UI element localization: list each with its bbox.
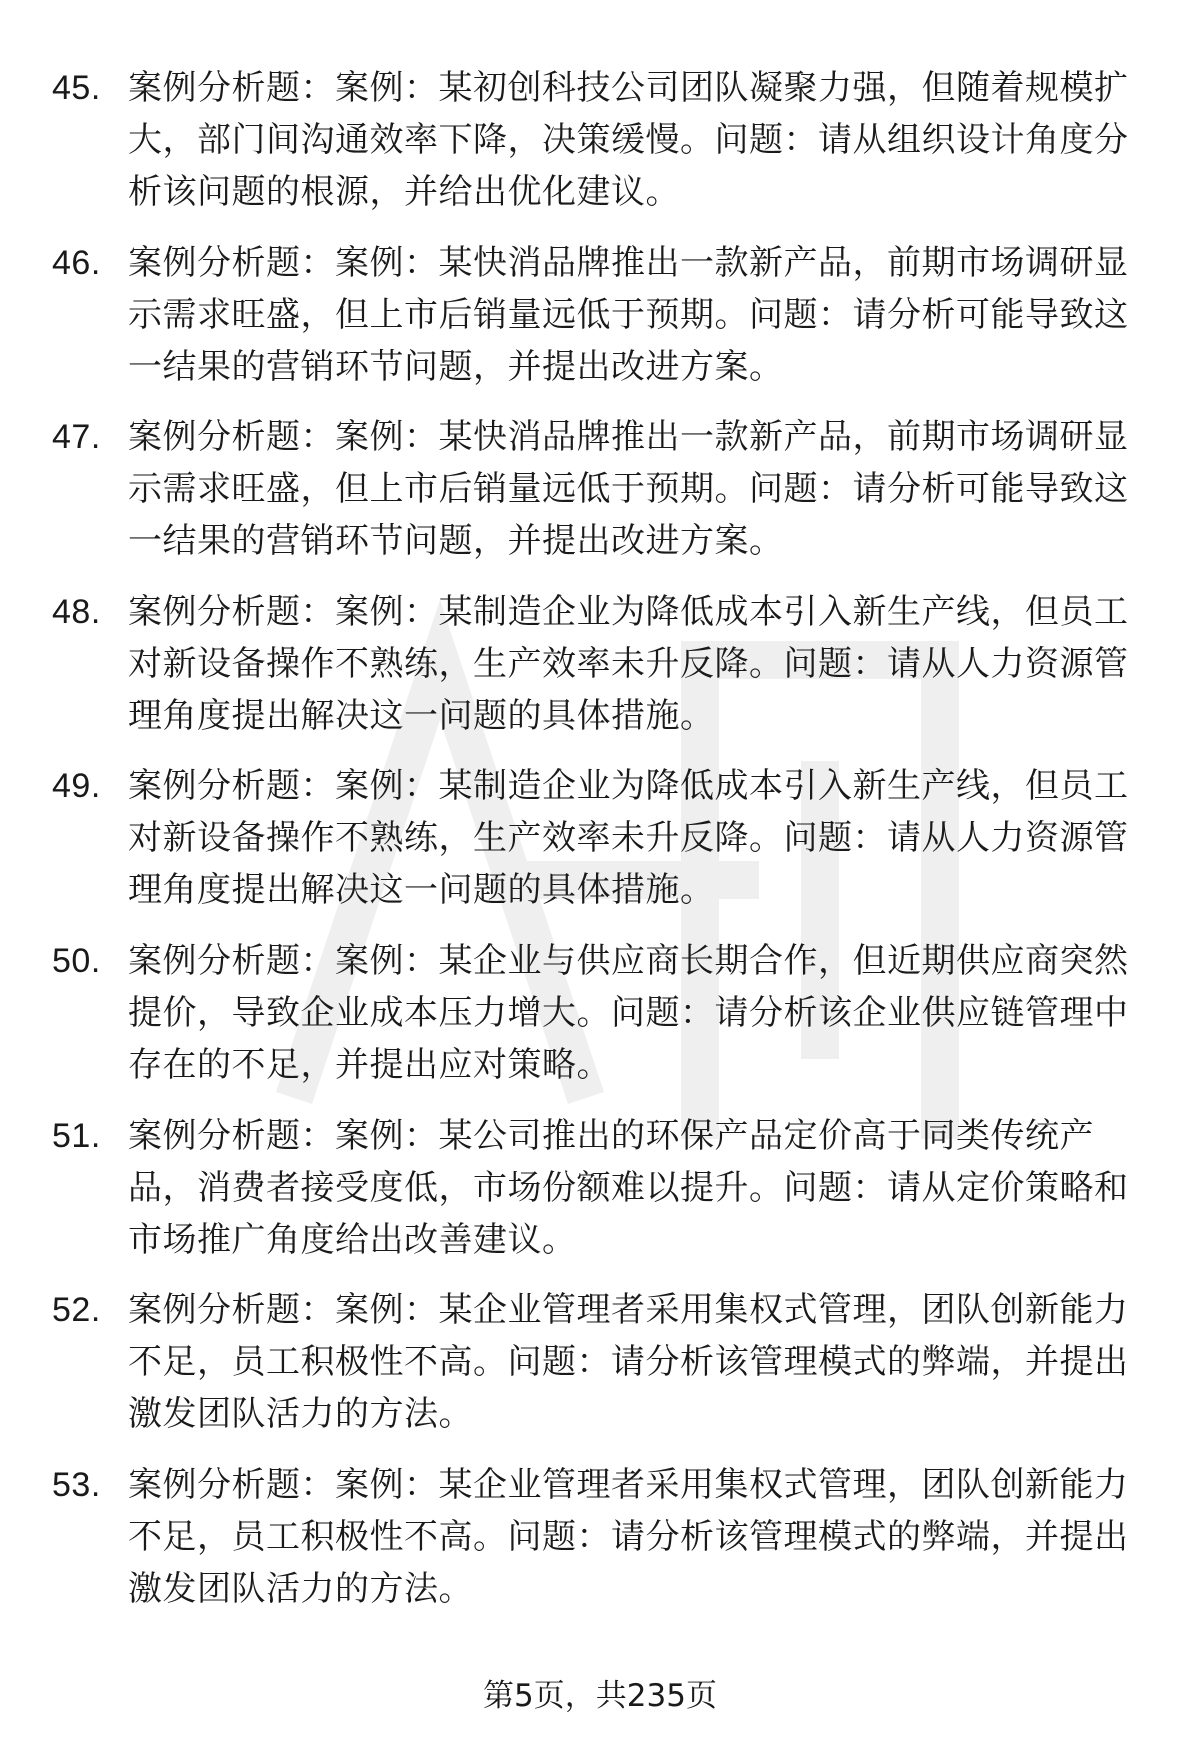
- question-item: [52, 237, 1142, 393]
- question-text: 案例分析题：案例：某企业管理者采用集权式管理，团队创新能力不足，员工积极性不高。问题：请分析该管理模式的弊端，并提出激发团队活力的方法。: [128, 1290, 1129, 1435]
- question-item: [52, 1459, 1142, 1615]
- question-item: [52, 411, 1142, 567]
- question-text: 案例分析题：案例：某初创科技公司团队凝聚力强，但随着规模扩大，部门间沟通效率下降，决策缓慢。问题：请从组织设计角度分析该问题的根源，并给出优化建议。: [128, 68, 1129, 212]
- question-number: 51.: [52, 1116, 101, 1155]
- question-item: [52, 1284, 1142, 1440]
- question-item: [52, 1110, 1142, 1266]
- question-number: 50.: [52, 941, 101, 980]
- question-text: 案例分析题：案例：某制造企业为降低成本引入新生产线，但员工对新设备操作不熟练，生产效率未升反降。问题：请从人力资源管理角度提出解决这一问题的具体措施。: [128, 591, 1129, 736]
- page-number-footer: 第5页，共235页: [483, 1678, 717, 1714]
- question-item: [52, 935, 1142, 1091]
- question-item: [52, 62, 1142, 218]
- question-text: 案例分析题：案例：某企业管理者采用集权式管理，团队创新能力不足，员工积极性不高。问题：请分析该管理模式的弊端，并提出激发团队活力的方法。: [128, 1464, 1129, 1609]
- question-text: 案例分析题：案例：某公司推出的环保产品定价高于同类传统产品，消费者接受度低，市场份额难以提升。问题：请从定价策略和市场推广角度给出改善建议。: [128, 1115, 1129, 1260]
- question-list: [52, 62, 1142, 1633]
- question-number: 46.: [52, 243, 101, 282]
- question-number: 49.: [52, 767, 101, 806]
- question-text: 案例分析题：案例：某制造企业为降低成本引入新生产线，但员工对新设备操作不熟练，生产效率未升反降。问题：请从人力资源管理角度提出解决这一问题的具体措施。: [128, 766, 1129, 911]
- question-number: 53.: [52, 1465, 101, 1504]
- question-number: 52.: [52, 1291, 101, 1330]
- question-text: 案例分析题：案例：某企业与供应商长期合作，但近期供应商突然提价，导致企业成本压力增大。问题：请分析该企业供应链管理中存在的不足，并提出应对策略。: [128, 940, 1129, 1085]
- question-text: 案例分析题：案例：某快消品牌推出一款新产品，前期市场调研显示需求旺盛，但上市后销量远低于预期。问题：请分析可能导致这一结果的营销环节问题，并提出改进方案。: [128, 417, 1129, 562]
- question-number: 48.: [52, 592, 101, 631]
- question-text: 案例分析题：案例：某快消品牌推出一款新产品，前期市场调研显示需求旺盛，但上市后销量远低于预期。问题：请分析可能导致这一结果的营销环节问题，并提出改进方案。: [128, 242, 1129, 387]
- question-number: 47.: [52, 418, 101, 457]
- question-number: 45.: [52, 69, 101, 107]
- question-item: [52, 586, 1142, 742]
- question-item: [52, 760, 1142, 916]
